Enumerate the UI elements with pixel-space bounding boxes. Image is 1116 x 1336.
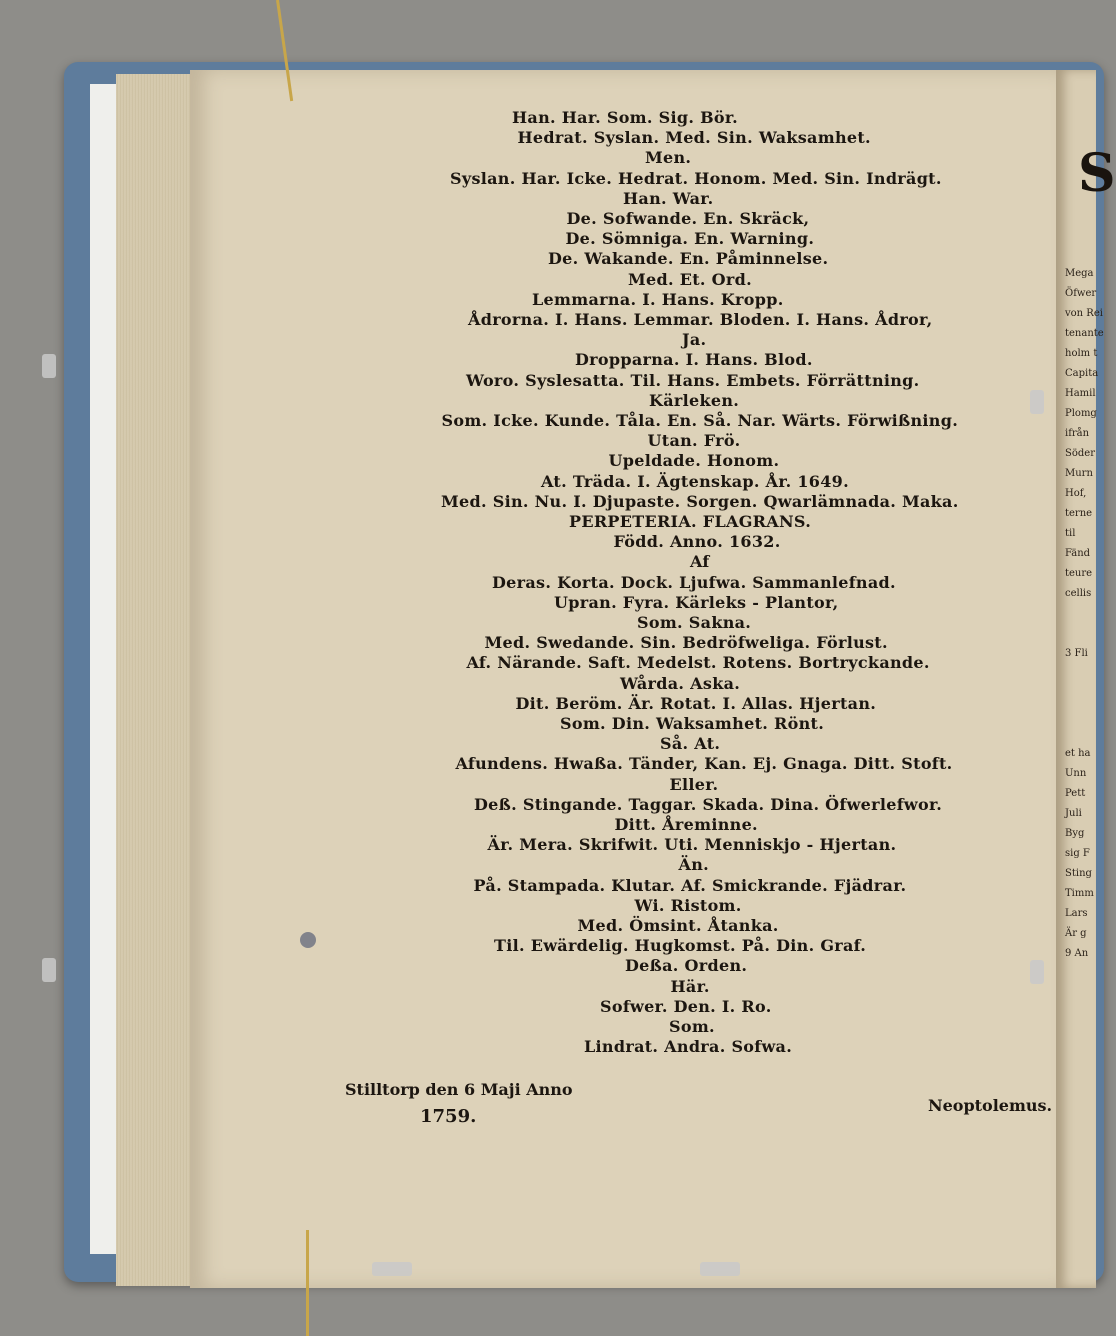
text-line: At. Träda. I. Ägtenskap. År. 1649. xyxy=(541,471,849,491)
text-line: Sofwer. Den. I. Ro. xyxy=(600,996,772,1016)
text-line: Med. Sin. Nu. I. Djupaste. Sorgen. Qwarlämnada. Maka. xyxy=(441,491,959,511)
text-line: På. Stampada. Klutar. Af. Smickrande. Fjädrar. xyxy=(473,875,907,895)
page-clip xyxy=(700,1262,740,1276)
text-line: Han. War. xyxy=(623,188,714,208)
text-line: Född. Anno. 1632. xyxy=(613,532,781,552)
text-line: Ja. xyxy=(682,330,707,350)
text-line: PERPETERIA. FLAGRANS. xyxy=(569,512,812,531)
text-line: Af. Närande. Saft. Medelst. Rotens. Bortryckande. xyxy=(466,653,930,673)
facing-fragment: Hof, xyxy=(1065,488,1087,499)
text-line: Wi. Ristom. xyxy=(634,895,742,915)
facing-fragment: teure xyxy=(1065,568,1093,579)
facing-fragment: Öfwer xyxy=(1065,288,1097,299)
facing-fragment: terne xyxy=(1065,508,1093,519)
text-line: Men. xyxy=(645,148,692,168)
text-line: Än. xyxy=(678,855,710,875)
text-line: Som. xyxy=(669,1017,715,1036)
facing-fragment: Murn xyxy=(1065,468,1093,479)
page-clip xyxy=(42,354,56,378)
text-line: Med. Et. Ord. xyxy=(628,269,752,289)
year: 1759. xyxy=(420,1106,477,1127)
facing-fragment: Mega xyxy=(1065,268,1094,279)
facing-fragment: tenante xyxy=(1065,328,1104,339)
text-line: Han. Har. Som. Sig. Bör. xyxy=(512,108,739,127)
facing-fragment: Lars xyxy=(1065,908,1088,919)
facing-fragment: ifrån xyxy=(1065,428,1090,439)
signature: Neoptolemus. xyxy=(928,1096,1053,1115)
facing-fragment: Timm xyxy=(1065,888,1094,899)
facing-fragment: Fänd xyxy=(1065,548,1091,559)
text-line: Med. Ömsint. Åtanka. xyxy=(577,916,779,935)
facing-fragment: 3 Fli xyxy=(1065,648,1088,659)
text-line: De. Sofwande. En. Skräck, xyxy=(566,209,810,228)
page-clip xyxy=(1030,390,1044,414)
text-line: Syslan. Har. Icke. Hedrat. Honom. Med. Sin. Indrägt. xyxy=(450,168,942,188)
facing-fragment: 9 An xyxy=(1065,948,1089,959)
text-line: Så. At. xyxy=(660,734,721,754)
text-line: Som. Icke. Kunde. Tåla. En. Så. Nar. Wärts. Förwißning. xyxy=(441,411,959,430)
text-line: Wårda. Aska. xyxy=(620,673,741,693)
page-clip xyxy=(42,958,56,982)
text-line: Af xyxy=(690,552,710,572)
facing-fragment: Är g xyxy=(1065,928,1087,939)
bookmark-thread-bottom xyxy=(306,1230,309,1336)
text-line: Lindrat. Andra. Sofwa. xyxy=(584,1037,793,1057)
text-line: Här. xyxy=(670,976,710,996)
text-line: De. Wakande. En. Påminnelse. xyxy=(548,249,829,269)
text-line: Eller. xyxy=(669,774,719,794)
facing-fragment: til xyxy=(1065,528,1076,539)
facing-fragment: et ha xyxy=(1065,748,1091,759)
text-line: Afundens. Hwaßa. Tänder, Kan. Ej. Gnaga. Ditt. Stoft. xyxy=(455,754,953,774)
text-line: Som. Din. Waksamhet. Rönt. xyxy=(560,714,825,733)
text-line: Lemmarna. I. Hans. Kropp. xyxy=(532,289,784,309)
facing-fragment: Pett xyxy=(1065,788,1086,799)
facing-fragment: Hamil xyxy=(1065,388,1096,399)
text-line: Deß. Stingande. Taggar. Skada. Dina. Öfwerlefwor. xyxy=(474,794,943,814)
facing-fragment: von Rei xyxy=(1065,308,1103,319)
facing-fragment: cellis xyxy=(1065,588,1092,599)
text-line: Med. Swedande. Sin. Bedröfweliga. Förlust. xyxy=(484,633,888,653)
page-edges xyxy=(116,74,194,1286)
facing-fragment: Söder xyxy=(1065,448,1095,459)
text-line: Dropparna. I. Hans. Blod. xyxy=(575,350,813,370)
page-clip xyxy=(372,1262,412,1276)
text-line: Ditt. Åreminne. xyxy=(614,815,758,834)
text-line: Är. Mera. Skrifwit. Uti. Menniskjo - Hjertan. xyxy=(487,835,897,855)
facing-page xyxy=(1056,70,1116,1288)
facing-fragment: Juli xyxy=(1065,808,1082,819)
facing-fragment: Plomg xyxy=(1065,408,1097,419)
page-clip xyxy=(1030,960,1044,984)
facing-fragment: holm t xyxy=(1065,348,1098,359)
text-line: Ådrorna. I. Hans. Lemmar. Bloden. I. Hans. Ådror, xyxy=(468,310,933,329)
text-line: Upeldade. Honom. xyxy=(608,451,780,471)
facing-fragment: sig F xyxy=(1065,848,1090,859)
text-line: Som. Sakna. xyxy=(637,613,752,632)
text-line: Deras. Korta. Dock. Ljufwa. Sammanlefnad. xyxy=(492,572,896,592)
text-line: De. Sömniga. En. Warning. xyxy=(565,229,815,249)
text-line: Upran. Fyra. Kärleks - Plantor, xyxy=(554,592,839,612)
ink-smudge xyxy=(300,932,316,948)
text-line: Dit. Beröm. Är. Rotat. I. Allas. Hjertan. xyxy=(515,693,877,713)
text-line: Hedrat. Syslan. Med. Sin. Waksamhet. xyxy=(517,128,871,148)
facing-fragment: Unn xyxy=(1065,768,1087,779)
place-date: Stilltorp den 6 Maji Anno xyxy=(345,1080,573,1099)
facing-fragment: Byg xyxy=(1065,828,1085,839)
text-line: Kärleken. xyxy=(649,390,740,410)
text-line: Woro. Syslesatta. Til. Hans. Embets. Förrättning. xyxy=(466,370,920,390)
text-line: Deßa. Orden. xyxy=(625,956,748,976)
facing-initial: S xyxy=(1078,143,1116,204)
text-line: Til. Ewärdelig. Hugkomst. På. Din. Graf. xyxy=(494,936,867,956)
facing-fragment: Capita xyxy=(1065,368,1099,379)
facing-fragment: Sting xyxy=(1065,868,1092,879)
text-line: Utan. Frö. xyxy=(647,431,741,451)
